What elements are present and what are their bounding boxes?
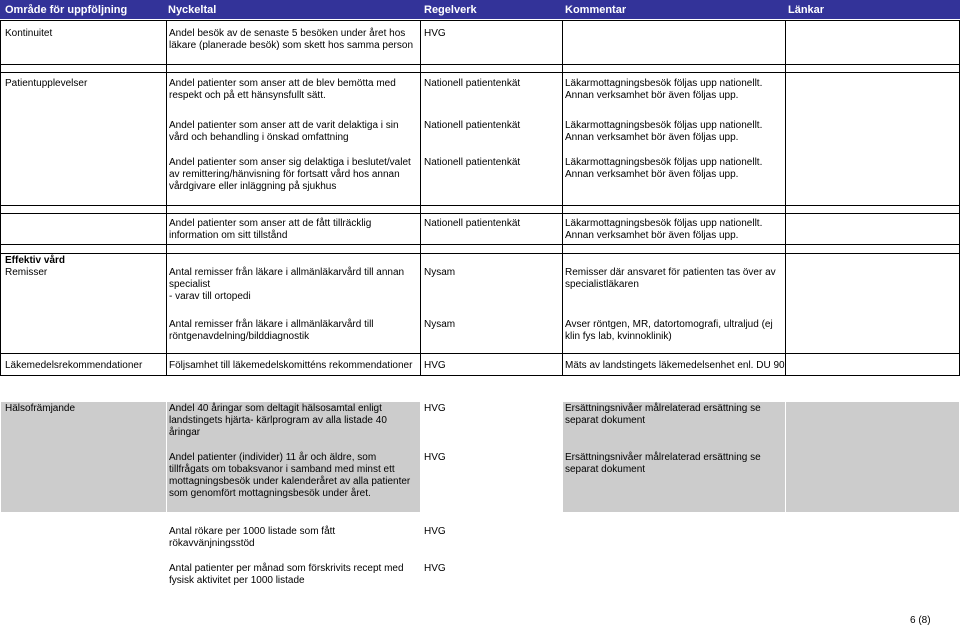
regulation-cell: HVG xyxy=(424,563,446,574)
indicator-cell xyxy=(169,78,396,102)
indicator-line: Antal remisser från läkare i allmänläkarvård till xyxy=(169,319,374,330)
comment-cell xyxy=(565,267,776,291)
comment-line: Läkarmottagningsbesök följas upp nationellt. xyxy=(565,157,763,168)
regulation-cell: Nationell patientenkät xyxy=(424,157,521,168)
indicator-line: Andel patienter (individer) 11 år och äldre, som xyxy=(169,452,377,463)
indicator-line: läkare (planerade besök) som skett hos samma person xyxy=(169,40,414,51)
comment-line: Läkarmottagningsbesök följas upp nationellt. xyxy=(565,78,763,89)
grid-line xyxy=(0,20,1,376)
regulation-cell: HVG xyxy=(424,28,446,39)
regulation-cell: HVG xyxy=(424,360,446,371)
comment-cell: Mäts av landstingets läkemedelsenhet enl. DU 90 xyxy=(565,360,785,371)
header-regulation: Regelverk xyxy=(424,4,477,16)
indicator-cell xyxy=(169,218,371,242)
indicator-cell xyxy=(169,120,399,144)
grid-line xyxy=(0,72,960,73)
grid-line xyxy=(420,20,421,376)
indicator-line: Andel patienter som anser att de fått tillräcklig xyxy=(169,218,372,229)
indicator-line: röntgenavdelning/bilddiagnostik xyxy=(169,331,310,342)
comment-line: Annan verksamhet bör även följas upp. xyxy=(565,90,739,101)
indicator-cell xyxy=(169,452,410,500)
grid-line xyxy=(562,20,563,376)
header-links: Länkar xyxy=(788,4,825,16)
indicator-line: Antal remisser från läkare i allmänläkarvård till annan xyxy=(169,267,405,278)
header-area: Område för uppföljning xyxy=(5,4,128,16)
comment-line: Avser röntgen, MR, datortomografi, ultraljud (ej xyxy=(565,319,773,330)
indicator-cell xyxy=(169,526,335,550)
indicator-line: Andel patienter som anser att de varit delaktiga i sin xyxy=(169,120,399,131)
comment-line: Ersättningsnivåer målrelaterad ersättning se xyxy=(565,452,761,463)
header-comment: Kommentar xyxy=(565,4,627,16)
indicator-line: information om sitt tillstånd xyxy=(169,230,288,241)
regulation-cell: HVG xyxy=(424,452,446,463)
indicator-cell xyxy=(169,28,413,52)
area-cell: Patientupplevelser xyxy=(5,78,88,89)
regulation-cell: Nationell patientenkät xyxy=(424,78,521,89)
regulation-cell: Nationell patientenkät xyxy=(424,218,521,229)
table-header xyxy=(0,0,960,19)
indicator-line: Andel patienter som anser sig delaktiga i beslutet/valet xyxy=(169,157,411,168)
area-cell: Hälsofrämjande xyxy=(5,403,76,414)
indicator-line: mottagningsbesök under kalenderåret av alla patienter xyxy=(169,476,411,487)
regulation-cell: HVG xyxy=(424,526,446,537)
indicator-line: respekt och på ett hänsynsfullt sätt. xyxy=(169,90,326,101)
regulation-cell: Nysam xyxy=(424,319,456,330)
regulation-cell: HVG xyxy=(424,403,446,414)
comment-line: Annan verksamhet bör även följas upp. xyxy=(565,230,739,241)
comment-line: Annan verksamhet bör även följas upp. xyxy=(565,132,739,143)
comment-cell xyxy=(565,319,773,343)
grid-line xyxy=(0,253,960,254)
grid-line xyxy=(0,64,960,65)
comment-cell xyxy=(565,452,761,476)
indicator-line: fysisk aktivitet per 1000 listade xyxy=(169,575,305,586)
indicator-line: Andel patienter som anser att de blev bemötta med xyxy=(169,78,396,89)
comment-line: Remisser där ansvaret för patienten tas över av xyxy=(565,267,776,278)
grid-line xyxy=(0,244,960,245)
indicator-line: vårdgivare eller inläggning på sjukhus xyxy=(169,181,337,192)
comment-cell xyxy=(565,403,761,427)
grid-line xyxy=(0,213,960,214)
grid-line xyxy=(785,20,786,376)
area-cell: Läkemedelsrekommendationer xyxy=(5,360,143,371)
grid-line xyxy=(0,205,960,206)
comment-line: Annan verksamhet bör även följas upp. xyxy=(565,169,739,180)
indicator-cell xyxy=(169,267,404,303)
comment-line: separat dokument xyxy=(565,415,646,426)
grid-line xyxy=(0,353,960,354)
regulation-cell: Nationell patientenkät xyxy=(424,120,521,131)
indicator-cell xyxy=(169,403,387,439)
indicator-line: åringar xyxy=(169,427,201,438)
area-cell: Kontinuitet xyxy=(5,28,53,39)
indicator-cell xyxy=(169,157,411,193)
section-heading: Effektiv vård xyxy=(5,255,66,266)
comment-cell xyxy=(565,157,762,181)
shade-area xyxy=(1,402,166,512)
grid-line xyxy=(0,375,960,376)
regulation-cell: Nysam xyxy=(424,267,456,278)
indicator-line: av remittering/hänvisning för fortsatt vård hos annan xyxy=(169,169,400,180)
indicator-line: - varav till ortopedi xyxy=(169,291,251,302)
grid-line xyxy=(0,20,960,21)
indicator-line: Antal patienter per månad som förskrivits recept med xyxy=(169,563,404,574)
indicator-line: vård och behandling i önskad omfattning xyxy=(169,132,349,143)
indicator-line: rökavvänjningsstöd xyxy=(169,538,255,549)
indicator-line: specialist xyxy=(169,279,211,290)
indicator-cell xyxy=(169,319,374,343)
indicator-line: som genomfört mottagningsbesök under året. xyxy=(169,488,371,499)
indicator-line: tillfrågats om tobaksvanor i samband med minst ett xyxy=(169,464,395,475)
comment-line: klin fys lab, kvinnoklinik) xyxy=(565,331,672,342)
comment-line: Ersättningsnivåer målrelaterad ersättning se xyxy=(565,403,761,414)
page-number: 6 (8) xyxy=(910,615,931,626)
indicator-line: Antal rökare per 1000 listade som fått xyxy=(169,526,336,537)
area-cell: Remisser xyxy=(5,267,48,278)
comment-cell xyxy=(565,218,762,242)
indicator-line: landstingets hjärta- kärlprogram av alla listade 40 xyxy=(169,415,387,426)
indicator-cell xyxy=(169,563,404,587)
comment-line: Läkarmottagningsbesök följas upp nationellt. xyxy=(565,218,763,229)
indicator-line: Andel 40 åringar som deltagit hälsosamtal enligt xyxy=(169,403,382,414)
indicator-line: Andel besök av de senaste 5 besöken under året hos xyxy=(169,28,406,39)
shade-links xyxy=(786,402,959,512)
comment-line: Läkarmottagningsbesök följas upp nationellt. xyxy=(565,120,763,131)
indicator-cell: Följsamhet till läkemedelskomitténs rekommendationer xyxy=(169,360,413,371)
grid-line xyxy=(166,20,167,376)
comment-line: separat dokument xyxy=(565,464,646,475)
comment-line: specialistläkaren xyxy=(565,279,639,290)
header-indicator: Nyckeltal xyxy=(168,4,217,16)
comment-cell xyxy=(565,120,762,144)
comment-cell xyxy=(565,78,762,102)
